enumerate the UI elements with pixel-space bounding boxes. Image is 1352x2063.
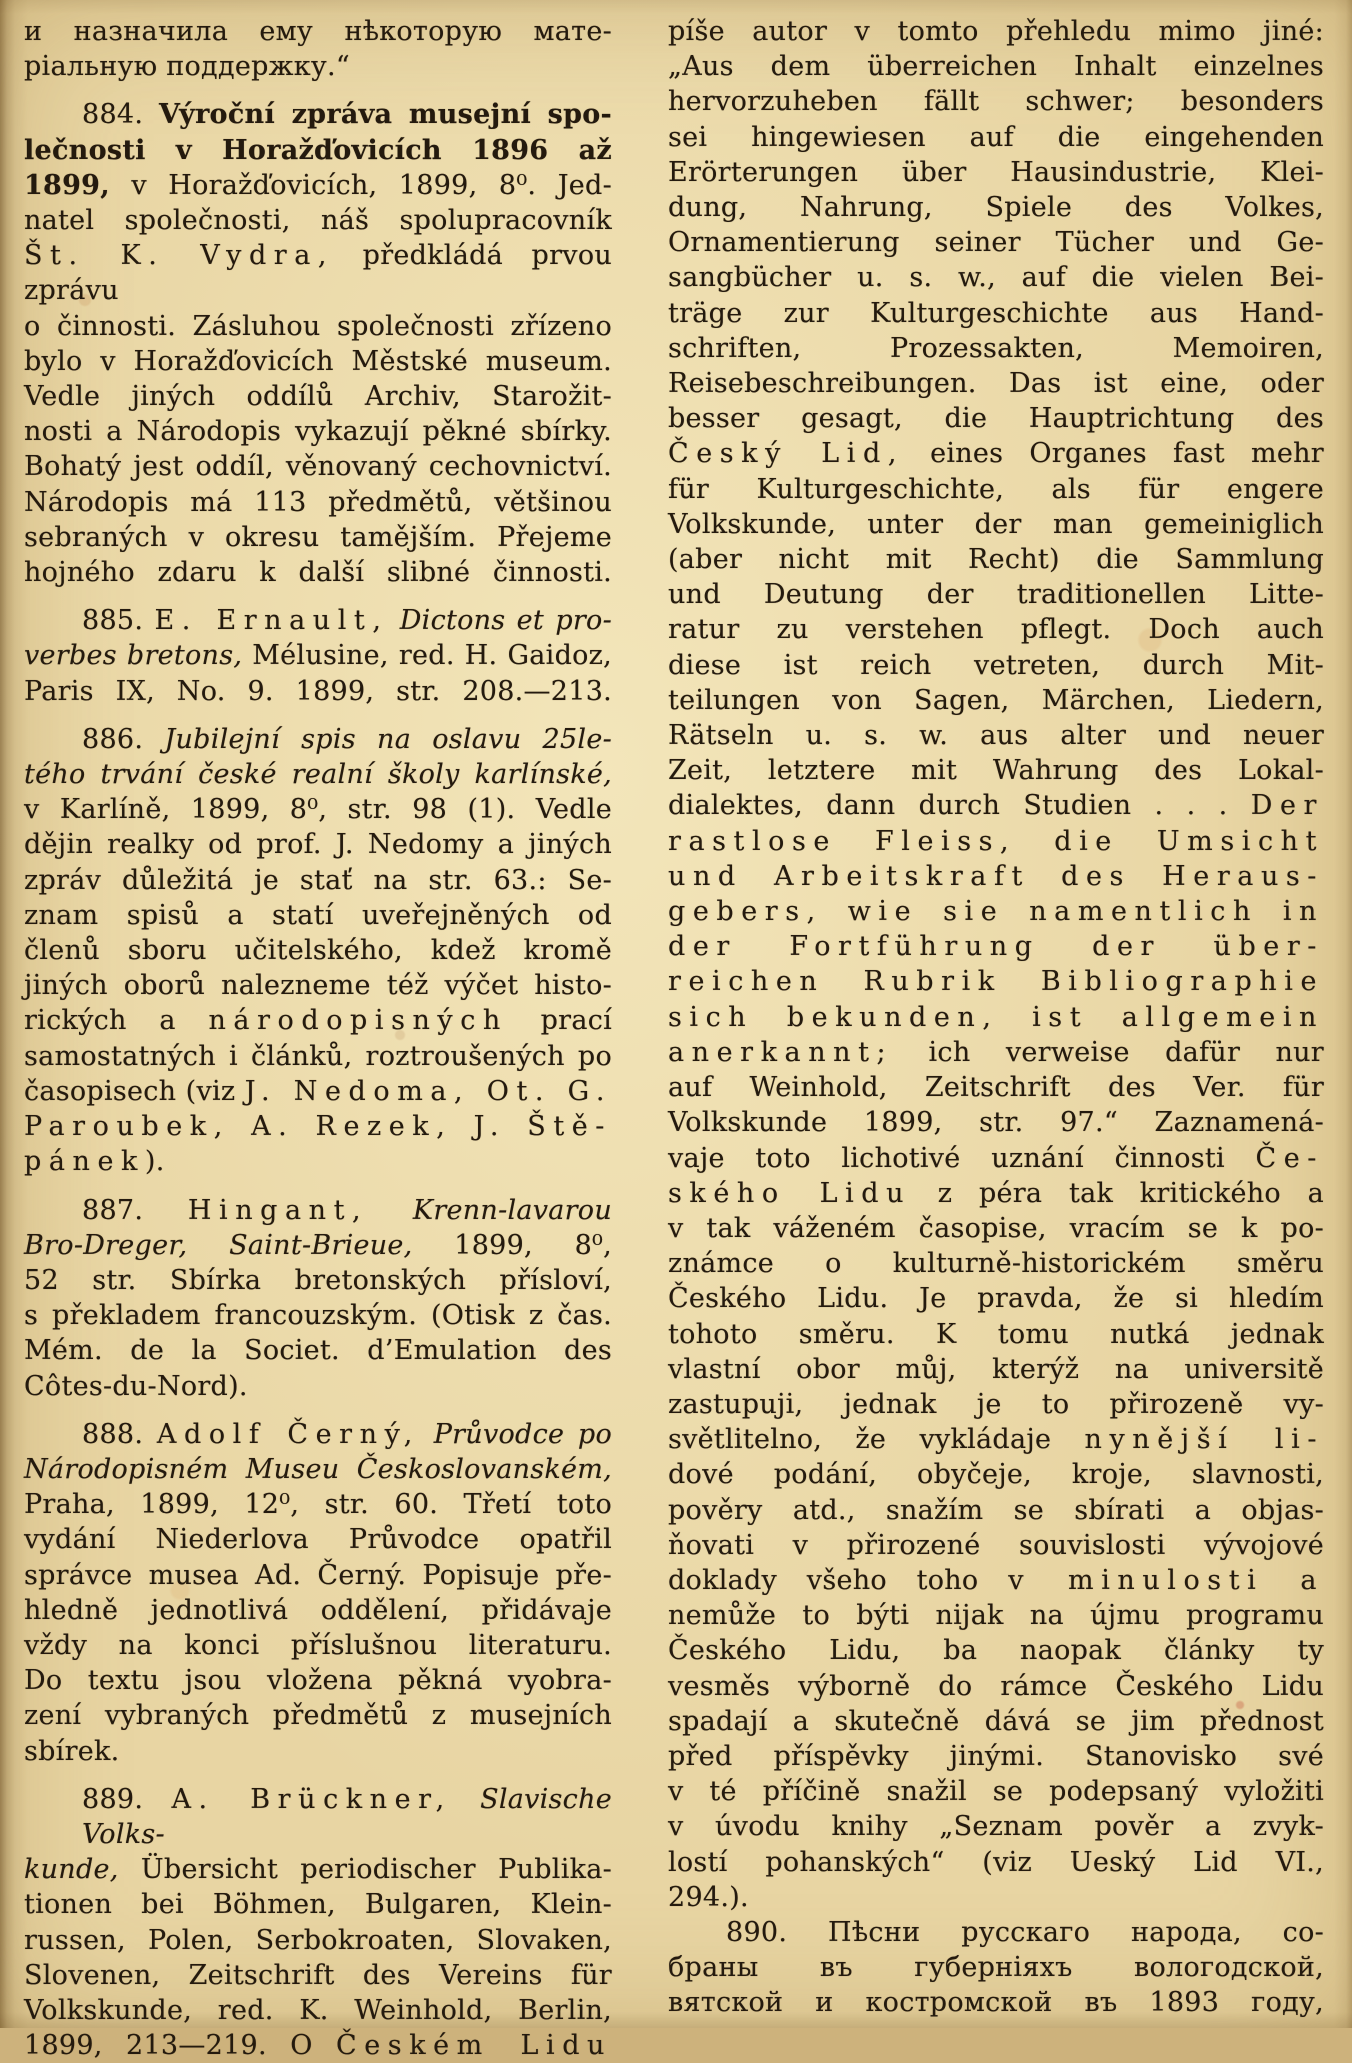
text-segment: národopisných [208,1005,508,1037]
text-line [24,1852,612,1887]
text-line [668,436,1324,471]
text-line [668,824,1324,859]
text-line [24,379,612,414]
text-segment: zpráv důležitá je stať na str. 63.: Se- [24,864,612,896]
text-line [668,1669,1324,1704]
german-review-continuation [668,14,1324,1915]
text-segment: zení vybraných předmětů z musejních [24,1700,612,1732]
text-line [24,1782,612,1852]
text-segment: v Karlíně, 1899, 8⁰, str. 98 (1). Vedle [24,794,612,826]
text-segment: ich verweise dafür nur [893,1036,1324,1068]
text-segment: předkládá prvou zprávu [24,240,612,307]
text-segment: v úvodu knihy „Seznam pověr a zvyk- [668,1811,1324,1843]
text-segment: E. Ernault, [154,605,389,637]
text-line [668,1950,1324,1985]
text-line [668,84,1324,119]
text-line [668,472,1324,507]
text-line [24,1993,612,2028]
text-segment: 884. [82,99,159,131]
text-line [668,120,1324,155]
text-line [668,1281,1324,1316]
right-column [668,14,1324,2028]
text-line [668,894,1324,929]
text-segment: s překladem francouzským. (Otisk z čas. [24,1300,612,1332]
text-line [24,168,612,203]
text-segment: Volkskunde 1899, str. 97.“ Zaznamená- [668,1107,1324,1139]
text-segment: Paroubek, A. Rezek, J. Ště- [24,1111,612,1143]
text-segment: Národopis má 113 předmětů, většinou [24,486,612,518]
text-segment: tohoto směru. K tomu nutká jednak [668,1318,1324,1350]
text-line [668,1985,1324,2020]
text-line [668,1915,1324,1950]
text-line [24,1003,612,1038]
text-line [668,1457,1324,1492]
text-segment: Ornamentierung seiner Tücher und Ge- [668,227,1324,259]
text-line [24,309,612,344]
text-segment: tionen bei Böhmen, Bulgaren, Klein- [24,1889,612,1921]
text-segment: Českého Lidu, ba naopak články ty [668,1635,1324,1667]
text-line [24,1039,612,1074]
text-line [24,757,612,792]
text-segment: Výroční zpráva musejní spo- [158,99,612,131]
text-line [668,1246,1324,1281]
text-line [668,1352,1324,1387]
text-line [668,14,1324,49]
text-line [668,296,1324,331]
text-line [668,1211,1324,1246]
text-segment: 294.). [668,1881,749,1913]
text-line [668,1704,1324,1739]
text-line [24,1734,612,1769]
text-line [24,1663,612,1698]
text-segment: 889. [82,1783,172,1815]
text-line [668,1880,1324,1915]
text-segment: Der [1250,790,1324,822]
text-line [668,1141,1324,1176]
text-line [668,507,1324,542]
text-line [24,1144,612,1179]
text-line [24,1074,612,1109]
text-segment: J. Nedoma, Ot. G. [244,1075,612,1107]
text-line [24,898,612,933]
entry-890 [668,1915,1324,2021]
text-line [24,555,612,590]
entry-887 [24,1193,612,1404]
text-segment: zastupuji, jednak je to přirozeně vy- [668,1388,1324,1420]
text-segment: dung, Nahrung, Spiele des Volkes, [668,192,1324,224]
text-segment: rastlose Fleiss, die Umsicht [668,825,1324,857]
text-segment: Vedle jiných oddílů Archiv, Starožit- [24,381,612,413]
text-segment: reichen Rubrik Bibliographie [668,966,1324,998]
text-segment: z péra tak kritického a [911,1177,1324,1209]
text-segment: Mém. de la Societ. d’Emulation des [24,1335,612,1367]
text-line [668,1070,1324,1105]
text-segment: Rätseln u. s. w. aus alter und neuer [668,720,1324,752]
text-segment: Bro-Dreger, Saint-Brieue, [24,1229,413,1261]
text-segment: und Arbeitskraft des Heraus- [668,860,1324,892]
text-segment: Reisebeschreibungen. Das ist eine, oder [668,368,1324,400]
text-segment: Českého Lidu. Je pravda, že si hledím [668,1283,1324,1315]
text-line [24,863,612,898]
text-line [24,414,612,449]
text-segment: Zeit, letztere mit Wahrung des Lokal- [668,755,1324,787]
text-segment: 885. [82,605,155,637]
text-line [24,49,612,84]
text-segment: auf Weinhold, Zeitschrift des Ver. für [668,1072,1324,1104]
text-line [668,753,1324,788]
text-segment: rických a [24,1005,209,1037]
text-segment: 1899, 213—219. O [24,2030,337,2062]
text-line [668,718,1324,753]
text-segment: besser gesagt, die Hauptrichtung des [668,403,1324,435]
text-segment: dějin realky od prof. J. Nedomy a jiných [24,829,612,861]
text-line [24,1487,612,1522]
text-segment: členů sboru učitelského, kdež kromě [24,935,612,967]
text-line [668,1176,1324,1211]
text-line [668,1493,1324,1528]
text-segment: und Deutung der traditionellen Litte- [668,579,1324,611]
text-segment: anerkannt; [668,1036,894,1068]
text-line [24,1109,612,1144]
text-segment: znam spisů a statí uveřejněných od [24,899,612,931]
text-line [24,1452,612,1487]
text-line [668,577,1324,612]
text-segment: Hingant, [187,1194,369,1226]
text-segment: Adolf Černý, [156,1418,420,1450]
text-segment: ріальную поддержку.“ [24,51,350,83]
text-segment: Slovenen, Zeitschrift des Vereins für [24,1959,612,1991]
text-segment: ). [144,1146,165,1178]
text-line [24,1923,612,1958]
text-line [24,2028,612,2063]
text-segment: bylo v Horažďovicích Městské museum. [24,345,612,377]
text-line [24,14,612,49]
text-segment: 887. [82,1194,188,1226]
text-segment: russen, Polen, Serbokroaten, Slovaken, [24,1924,612,1956]
text-segment: verbes bretons, [24,640,243,672]
text-segment: hojného zdaru k další slibné činnosti. [24,557,612,589]
text-line [668,1000,1324,1035]
text-segment: 52 str. Sbírka bretonských přísloví, [24,1264,612,1296]
text-segment: sbírek. [24,1735,120,1767]
text-segment [420,1419,434,1450]
text-segment: Český Lid, [668,438,904,470]
text-segment: Do textu jsou vložena pěkná vyobra- [24,1665,612,1697]
entry-888 [24,1417,612,1769]
text-segment: vaje toto lichotivé uznání činnosti [668,1142,1256,1174]
text-segment: kunde, [24,1854,119,1886]
text-segment: schriften, Prozessakten, Memoiren, [668,332,1324,364]
text-line [24,1298,612,1333]
text-segment: (aber nicht mit Recht) die Sammlung [668,544,1324,576]
text-segment: Erörterungen über Hausindustrie, Klei- [668,156,1324,188]
text-line [668,1633,1324,1668]
text-line [24,485,612,520]
text-segment: píše autor v tomto přehledu mimo jiné: [668,16,1324,47]
text-segment: sangbücher u. s. w., auf die vielen Bei- [668,262,1324,294]
text-line [24,133,612,168]
text-line [668,859,1324,894]
text-line [24,1698,612,1733]
text-line [24,722,612,757]
text-segment: pověry atd., snažím se sbírati a objas- [668,1494,1324,1526]
text-segment: diese ist reich vetreten, durch Mit- [668,649,1324,681]
text-line [24,1228,612,1263]
text-segment: hervorzuheben fällt schwer; besonders [668,86,1324,118]
text-segment [388,605,399,636]
text-line [668,190,1324,225]
text-segment: Übersicht periodischer Publika- [118,1854,612,1886]
left-column [24,14,613,2062]
text-line [668,788,1324,823]
text-line [24,449,612,484]
text-segment: gebers, wie sie namentlich in [668,896,1324,928]
text-segment: Če- [1255,1142,1324,1174]
text-line [668,1774,1324,1809]
text-line [668,331,1324,366]
text-line [668,542,1324,577]
text-line [24,933,612,968]
text-segment: nynější li- [1084,1424,1325,1456]
text-segment: Côtes-du-Nord). [24,1370,248,1402]
text-segment [452,1784,480,1815]
text-line [668,964,1324,999]
text-segment: dialektes, dann durch Studien . . . [668,790,1251,822]
text-segment: Národopisném Museu Českoslovanském, [24,1453,612,1485]
text-line [24,968,612,1003]
text-segment: před příspěvky jinými. Stanovisko své [668,1740,1324,1772]
text-line [24,792,612,827]
text-segment: známce o kulturně-historickém směru [668,1248,1324,1280]
text-line [668,1387,1324,1422]
text-line [24,827,612,862]
text-segment: nosti a Národopis vykazují pěkné sbírky. [24,416,612,448]
text-line [668,683,1324,718]
text-line [668,155,1324,190]
text-segment: spadají a skutečně dává se jim přednost [668,1705,1324,1737]
text-segment: Volkskunde, unter der man gemeiniglich [668,508,1324,540]
text-segment: v tak váženém časopise, vracím se k po- [668,1212,1324,1244]
text-segment: správce musea Ad. Černý. Popisuje pře- [24,1559,612,1591]
text-line [668,366,1324,401]
text-segment: vždy na konci příslušnou literaturu. [24,1629,612,1661]
text-segment: 886. [82,723,165,755]
text-segment: sebraných v okresu tamějším. Přejeme [24,521,612,553]
text-segment: Průvodce po [433,1418,613,1450]
text-line [24,1558,612,1593]
text-line [668,1528,1324,1563]
text-segment: časopisech (viz [24,1075,245,1107]
text-segment: Praha, 1899, 12⁰, str. 60. Třetí toto [24,1489,612,1521]
text-segment: 890. Пѣсни русскаго народа, со- [726,1916,1324,1948]
text-segment: Volkskunde, red. K. Weinhold, Berlin, [24,1994,612,2026]
text-segment: браны въ губерніяхъ вологодской, [668,1952,1324,1984]
text-segment: sich bekunden, ist allgemein [668,1001,1324,1033]
text-line [668,1035,1324,1070]
text-segment: pánek [24,1146,145,1178]
text-segment: ratur zu verstehen pflegt. Doch auch [668,614,1324,646]
text-segment: „Aus dem überreichen Inhalt einzelnes [668,51,1324,83]
text-segment: lostí pohanských“ (viz Ueský Lid VI., [668,1846,1324,1878]
text-line [24,1958,612,1993]
text-segment: dové podání, obyčeje, kroje, slavnosti, [668,1459,1324,1491]
text-segment: světlitelno, že vykládaje [668,1424,1085,1456]
text-segment: natel společnosti, náš spolupracovník [24,205,612,237]
text-segment [368,1195,413,1226]
text-segment: Jubilejní spis na oslavu 25le- [164,723,612,755]
text-segment: prací [507,1005,612,1037]
text-line [24,1593,612,1628]
text-segment: Krenn-lavarou [412,1194,612,1226]
text-segment: doklady všeho toho [668,1564,1009,1596]
text-segment: Paris IX, No. 9. 1899, str. 208.—213. [24,675,612,707]
text-line [668,612,1324,647]
text-line [24,1628,612,1663]
text-segment: tého trvání české realní školy karlínské, [24,759,612,791]
text-line [668,49,1324,84]
text-segment: v té příčině snažil se podepsaný vyložiti [668,1776,1324,1808]
text-line [668,1105,1324,1140]
text-line [668,225,1324,260]
text-segment: o činnosti. Zásluhou společnosti zřízeno [24,310,612,342]
text-segment: ňovati v přirozené souvislosti vývojové [668,1529,1324,1561]
entry-884 [24,97,612,590]
text-segment: samostatných i článků, roztroušených po [24,1040,612,1072]
text-line [668,929,1324,964]
text-segment: sei hingewiesen auf die eingehenden [668,121,1324,153]
russian-continuation [24,14,612,84]
text-line [668,1809,1324,1844]
text-segment: träge zur Kulturgeschichte aus Hand- [668,297,1324,329]
text-line [24,638,612,673]
text-segment: Českém Lidu [336,2030,613,2062]
text-segment: vydání Niederlova Průvodce opatřil [24,1524,612,1556]
entry-885 [24,603,612,709]
text-segment: hledně jednotlivá oddělení, přidávaje [24,1594,612,1626]
text-line [668,1563,1324,1598]
text-segment: 1899, 8⁰, [412,1229,613,1261]
text-segment: Mélusine, red. H. Gaidoz, [242,640,612,672]
text-line [24,1887,612,1922]
text-segment: nemůže to býti nijak na újmu programu [668,1600,1324,1632]
text-line [24,674,612,709]
text-line [668,260,1324,295]
text-line [24,1417,612,1452]
text-segment: jiných oborů nalezneme též výčet histo- [24,970,612,1002]
text-line [24,1263,612,1298]
text-segment: 888. [82,1418,157,1450]
text-line [668,1422,1324,1457]
text-segment: lečnosti v Horažďovicích 1896 až [24,134,612,166]
text-segment: Slavische Volks- [82,1783,612,1850]
text-line [24,97,612,132]
text-segment: 1899, [24,169,110,201]
text-line [24,344,612,379]
text-line [668,648,1324,683]
text-segment: Bohatý jest oddíl, věnovaný cechovnictví. [24,451,612,483]
text-line [24,603,612,638]
text-line [24,1193,612,1228]
text-segment: eines Organes fast mehr [903,438,1324,470]
text-segment: teilungen von Sagen, Märchen, Liedern, [668,684,1324,716]
text-line [668,1845,1324,1880]
text-line [24,1522,612,1557]
entry-889 [24,1782,612,2063]
text-line [24,1369,612,1404]
text-segment: vesměs výborně do rámce Českého Lidu [668,1670,1324,1702]
text-line [24,1333,612,1368]
text-segment: A. Brückner, [171,1783,452,1815]
text-segment: für Kulturgeschichte, als für engere [668,473,1324,505]
text-segment: der Fortführung der über- [668,931,1324,963]
text-line [668,401,1324,436]
text-line [24,238,612,308]
text-line [668,1598,1324,1633]
text-segment: ského Lidu [668,1177,912,1209]
text-segment: v minulosti a [1008,1564,1324,1596]
text-segment: вятской и костромской въ 1893 году, [668,1987,1324,2019]
entry-886 [24,722,612,1180]
text-line [24,520,612,555]
text-line [668,1739,1324,1774]
text-line [24,203,612,238]
text-segment: v Horažďovicích, 1899, 8⁰. Jed- [109,169,612,201]
text-segment: vlastní obor můj, kterýž na universitě [668,1353,1324,1385]
text-segment: Dictons et pro- [399,605,612,637]
text-segment: и назначила ему нѣкоторую мате- [24,16,612,47]
text-line [668,1317,1324,1352]
text-segment: Št. K. Vydra, [24,240,335,272]
